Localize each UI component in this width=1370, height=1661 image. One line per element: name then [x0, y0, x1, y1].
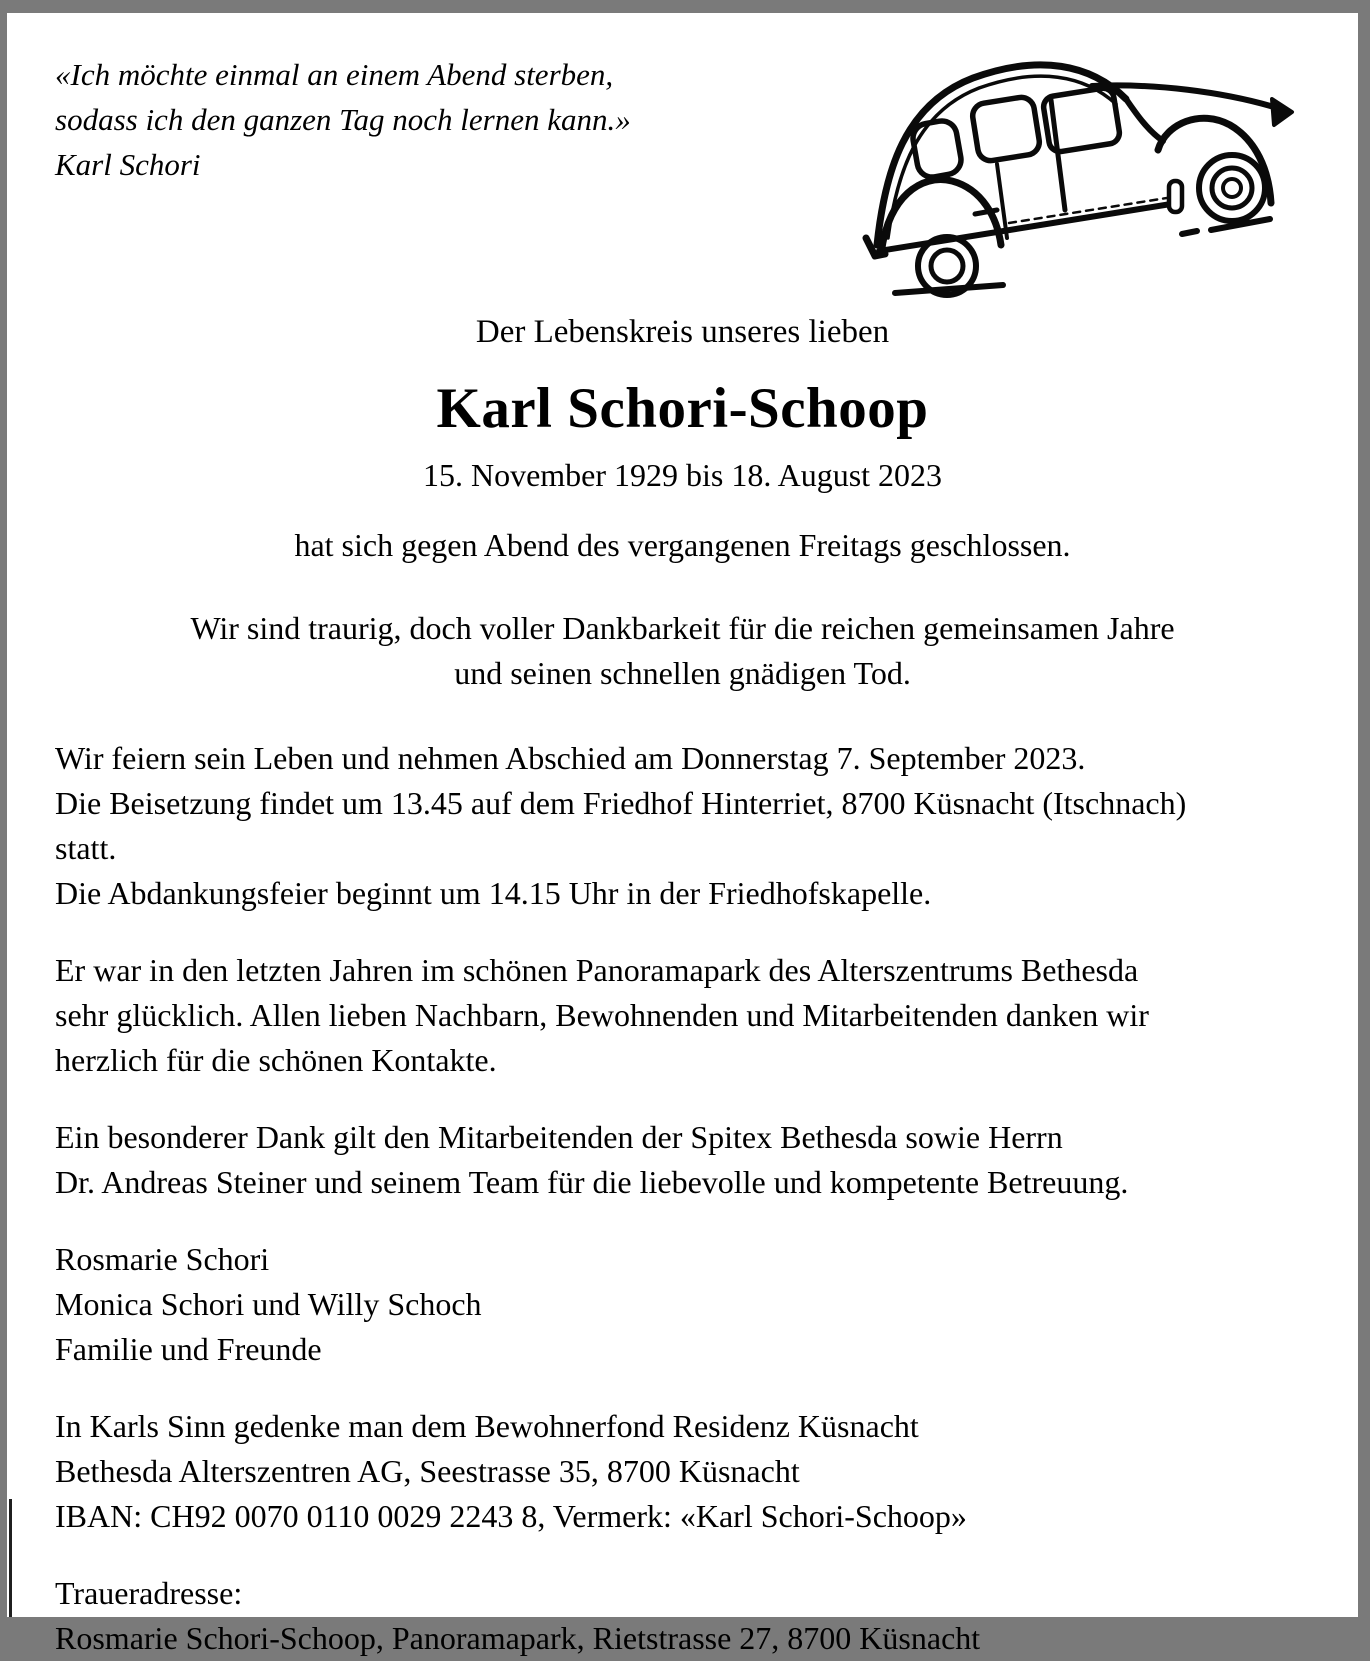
text-line: Rosmarie Schori	[55, 1241, 270, 1277]
text-line: Die Beisetzung findet um 13.45 auf dem Friedhof Hinterriet, 8700 Küsnacht (Itschnach)	[55, 785, 1187, 821]
quote-line: sodass ich den ganzen Tag noch lernen kann.»	[55, 102, 631, 137]
text-line: Die Abdankungsfeier beginnt um 14.15 Uhr in der Friedhofskapelle.	[55, 875, 932, 911]
text-line: Ein besonderer Dank gilt den Mitarbeitenden der Spitex Bethesda sowie Herrn	[55, 1119, 1063, 1155]
gratitude-block	[55, 606, 1310, 696]
text-line: Traueradresse:	[55, 1575, 243, 1611]
citroen-2cv-icon	[825, 42, 1295, 297]
announcement-header	[55, 310, 1310, 696]
text-line: In Karls Sinn gedenke man dem Bewohnerfond Residenz Küsnacht	[55, 1408, 919, 1444]
life-dates: 15. November 1929 bis 18. August 2023	[422, 457, 943, 493]
text-line: Wir feiern sein Leben und nehmen Abschied am Donnerstag 7. September 2023.	[55, 740, 1086, 776]
text-line: IBAN: CH92 0070 0110 0029 2243 8, Vermerk: «Karl Schori-Schoop»	[55, 1498, 967, 1534]
text-line: Er war in den letzten Jahren im schönen Panoramapark des Alterszentrums Bethesda	[55, 952, 1139, 988]
text-line: Wir sind traurig, doch voller Dankbarkeit für die reichen gemeinsamen Jahre	[190, 610, 1175, 646]
obituary-card	[7, 13, 1358, 1656]
text-line: Bethesda Alterszentren AG, Seestrasse 35, 8700 Küsnacht	[55, 1453, 800, 1489]
text-line: sehr glücklich. Allen lieben Nachbarn, Bewohnenden und Mitarbeitenden danken wir	[55, 997, 1149, 1033]
text-line: herzlich für die schönen Kontakte.	[55, 1042, 497, 1078]
text-line: Familie und Freunde	[55, 1331, 322, 1367]
text-line: Dr. Andreas Steiner und seinem Team für die liebevolle und kompetente Betreuung.	[55, 1164, 1129, 1200]
quote-line: «Ich möchte einmal an einem Abend sterben,	[55, 57, 614, 92]
text-line: Monica Schori und Willy Schoch	[55, 1286, 482, 1322]
announcement-body	[55, 736, 1310, 1661]
quote-attribution: Karl Schori	[55, 147, 201, 182]
scan-edge-artifact	[9, 1499, 12, 1617]
deceased-name: Karl Schori-Schoop	[436, 377, 929, 440]
intro-line: Der Lebenskreis unseres lieben	[475, 314, 890, 350]
text-line: und seinen schnellen gnädigen Tod.	[454, 655, 911, 691]
text-line: statt.	[55, 830, 117, 866]
closing-line: hat sich gegen Abend des vergangenen Freitags geschlossen.	[294, 527, 1071, 563]
text-line: Rosmarie Schori-Schoop, Panoramapark, Rietstrasse 27, 8700 Küsnacht	[55, 1620, 981, 1656]
